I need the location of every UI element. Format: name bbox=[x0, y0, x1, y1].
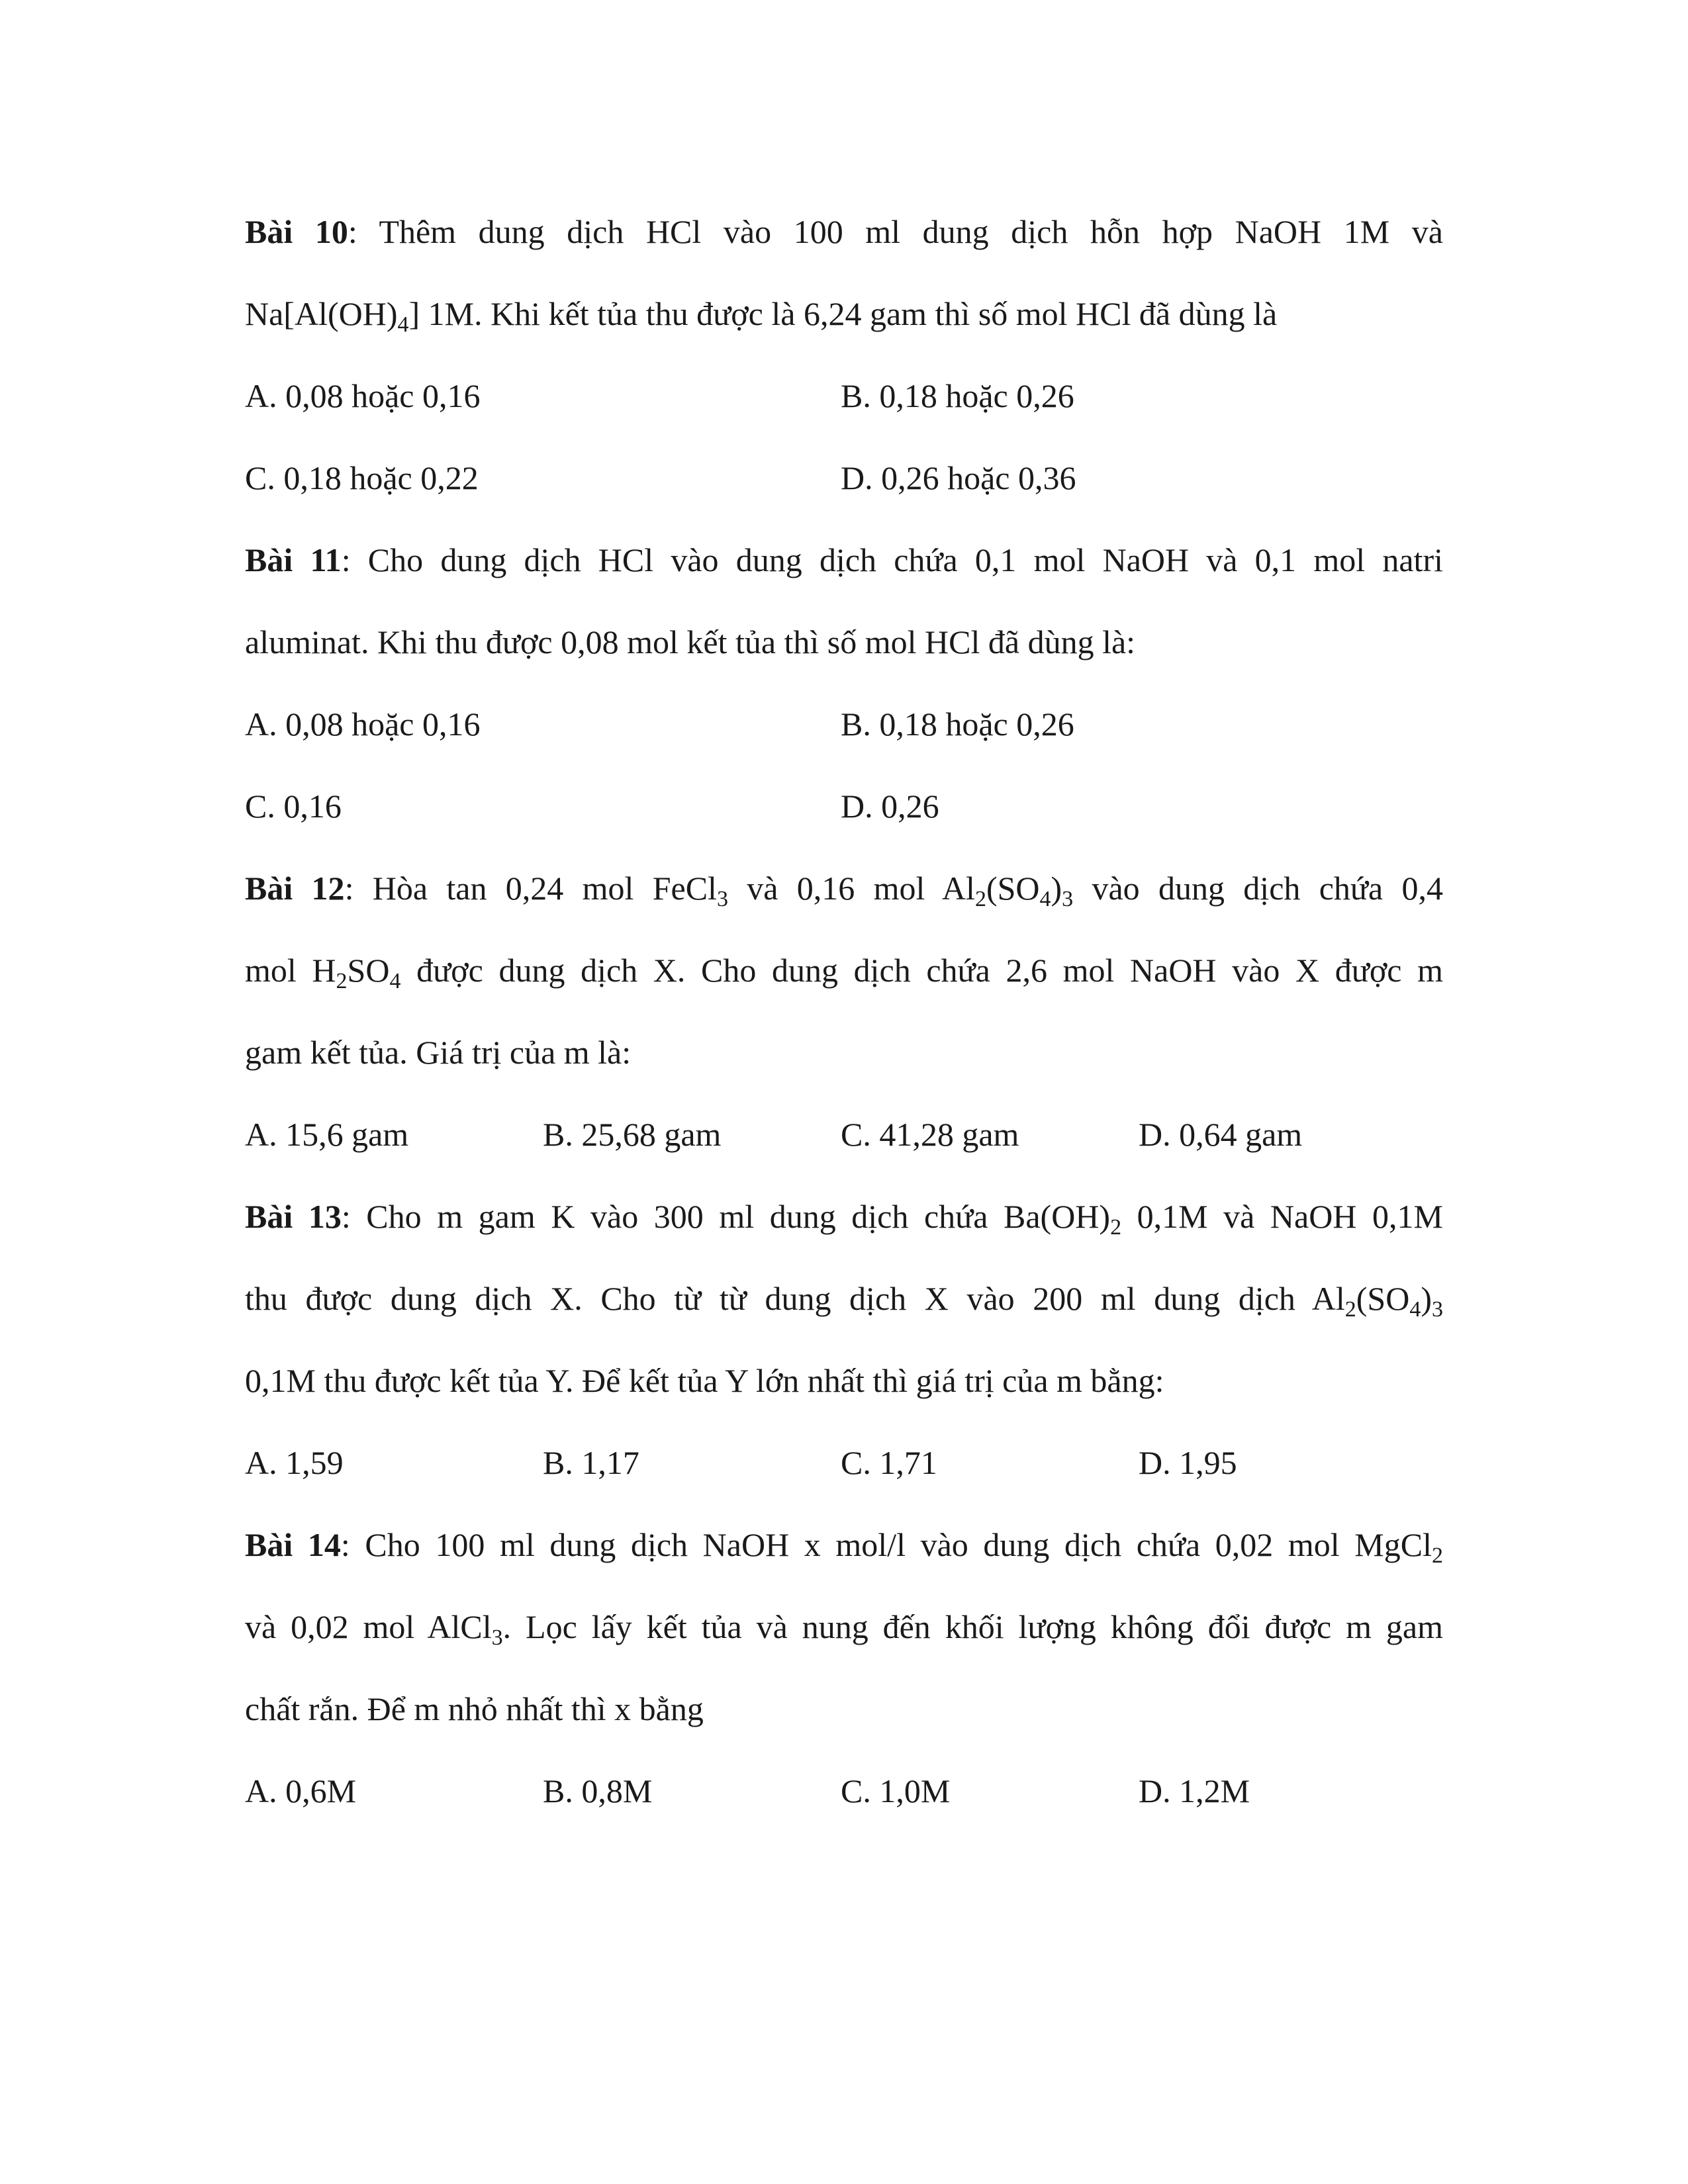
question-14-line-2: và 0,02 mol AlCl$_3$. Lọc lấy kết tủa và nung đến khối lượng không đổi được m gam bbox=[245, 1608, 1443, 1650]
option-c: C. 41,28 gam bbox=[841, 1116, 1019, 1153]
question-12-label: Bài 12 bbox=[245, 870, 345, 907]
question-13-line-2: thu được dung dịch X. Cho từ từ dung dịch X vào 200 ml dung dịch $Al_2(SO_4)_3$ bbox=[245, 1280, 1443, 1322]
option-d: D. 0,26 bbox=[841, 788, 939, 825]
question-13-line-1: Bài 13: Cho m gam K vào 300 ml dung dịch chứa $Ba(OH)_2$ 0,1M và NaOH 0,1M bbox=[245, 1198, 1443, 1240]
option-c: C. 1,0M bbox=[841, 1772, 951, 1809]
question-11-label: Bài 11 bbox=[245, 541, 342, 578]
option-b: B. 0,18 hoặc 0,26 bbox=[841, 705, 1074, 743]
question-14-label: Bài 14 bbox=[245, 1526, 341, 1563]
question-10-line-1: Bài 10: Thêm dung dịch HCl vào 100 ml dung dịch hỗn hợp NaOH 1M và bbox=[245, 213, 1443, 250]
question-11-line-1: Bài 11: Cho dung dịch HCl vào dung dịch chứa 0,1 mol NaOH và 0,1 mol natri bbox=[245, 541, 1443, 578]
option-a: A. 0,6M bbox=[245, 1772, 357, 1809]
option-a: A. 0,08 hoặc 0,16 bbox=[245, 705, 481, 743]
question-11-line-2: aluminat. Khi thu được 0,08 mol kết tủa thì số mol HCl đã dùng là: bbox=[245, 623, 1136, 660]
question-14-line-3: chất rắn. Để m nhỏ nhất thì x bằng bbox=[245, 1690, 704, 1727]
option-b: B. 0,18 hoặc 0,26 bbox=[841, 377, 1074, 414]
option-d: D. 1,95 bbox=[1139, 1444, 1237, 1481]
option-d: D. 0,26 hoặc 0,36 bbox=[841, 459, 1076, 496]
option-c: C. 1,71 bbox=[841, 1444, 937, 1481]
question-13-line-3: 0,1M thu được kết tủa Y. Để kết tủa Y lớn nhất thì giá trị của m bằng: bbox=[245, 1362, 1164, 1399]
option-a: A. 0,08 hoặc 0,16 bbox=[245, 377, 481, 414]
option-d: D. 0,64 gam bbox=[1139, 1116, 1303, 1153]
question-12-line-3: gam kết tủa. Giá trị của m là: bbox=[245, 1034, 632, 1071]
question-12-line-2: mol $H_2SO_4$ được dung dịch X. Cho dung dịch chứa 2,6 mol NaOH vào X được m bbox=[245, 952, 1443, 993]
question-10-line-2: $Na[Al(OH)_4]$ 1M. Khi kết tủa thu được là 6,24 gam thì số mol HCl đã dùng là bbox=[245, 295, 1278, 337]
option-a: A. 15,6 gam bbox=[245, 1116, 409, 1153]
option-c: C. 0,18 hoặc 0,22 bbox=[245, 459, 479, 496]
option-b: B. 0,8M bbox=[543, 1772, 653, 1809]
option-d: D. 1,2M bbox=[1139, 1772, 1250, 1809]
option-c: C. 0,16 bbox=[245, 788, 342, 825]
question-12-line-1: Bài 12: Hòa tan 0,24 mol FeCl$_3$ và 0,16 mol $Al_2(SO_4)_3$ vào dung dịch chứa 0,4 bbox=[245, 870, 1444, 911]
question-14-line-1: Bài 14: Cho 100 ml dung dịch NaOH x mol/l vào dung dịch chứa 0,02 mol MgCl$_2$ bbox=[245, 1526, 1443, 1568]
option-b: B. 1,17 bbox=[543, 1444, 639, 1481]
option-b: B. 25,68 gam bbox=[543, 1116, 722, 1153]
question-13-label: Bài 13 bbox=[245, 1198, 342, 1235]
question-10-label: Bài 10 bbox=[245, 213, 348, 250]
option-a: A. 1,59 bbox=[245, 1444, 344, 1481]
